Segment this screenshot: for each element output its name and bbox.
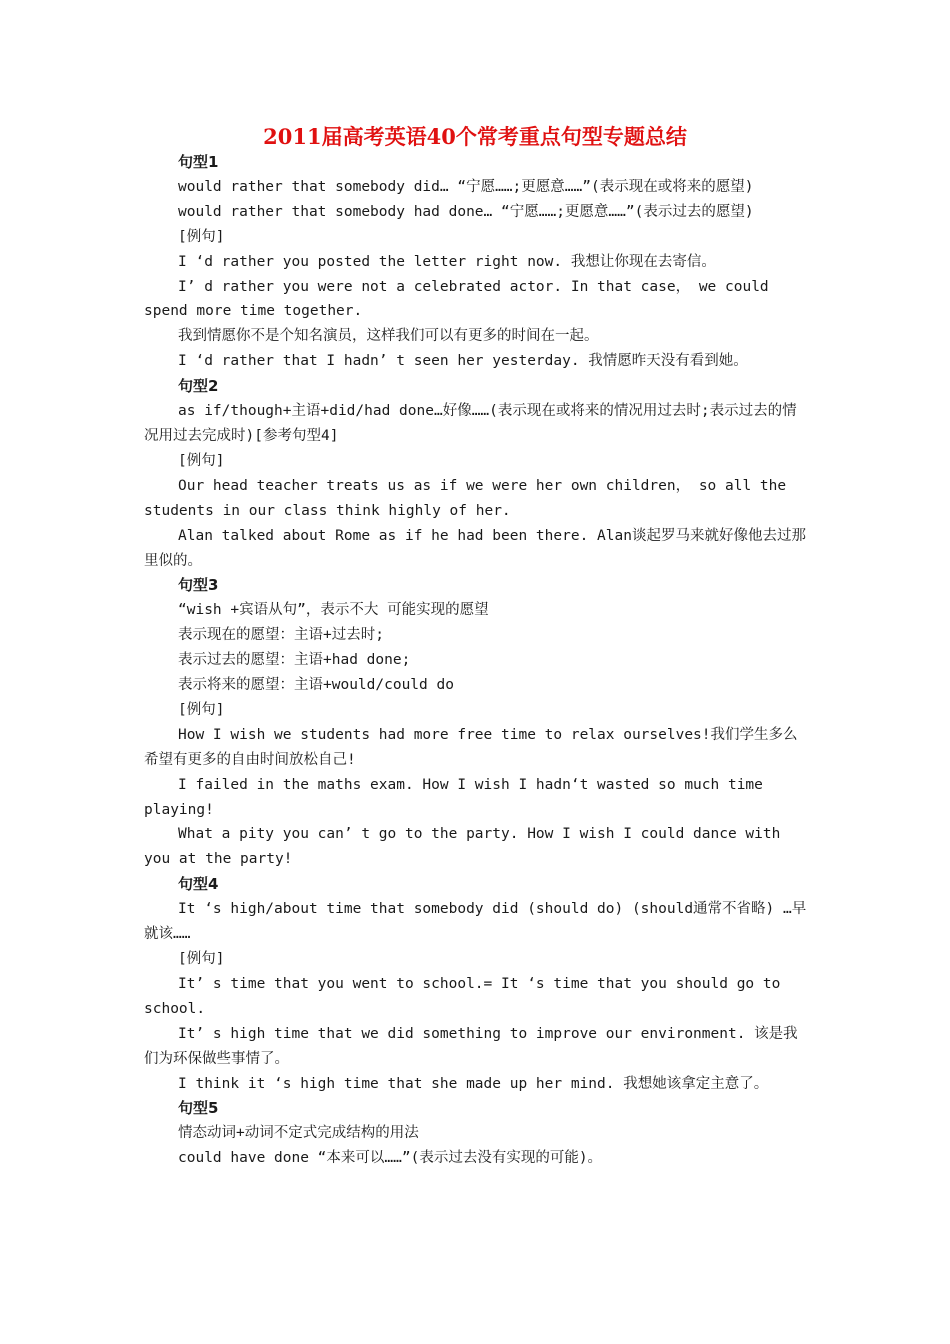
paragraph: Alan talked about Rome as if he had been there. Alan谈起罗马来就好像他去过那里似的。	[144, 527, 806, 569]
paragraph: [例句]	[178, 701, 225, 718]
paragraph: I failed in the maths exam. How I wish I hadn‘t wasted so much time playing!	[144, 776, 763, 818]
document-body	[144, 150, 809, 1171]
paragraph: could have done “本来可以……”(表示过去没有实现的可能)。	[178, 1150, 603, 1167]
paragraph: It’ s time that you went to school.= It ‘s time that you should go to school.	[144, 975, 781, 1017]
paragraph: It’ s high time that we did something to improve our environment. 该是我们为环保做些事情了。	[144, 1025, 798, 1067]
paragraph: [例句]	[178, 452, 225, 469]
paragraph: would rather that somebody did… “宁愿……;更愿意……”(表示现在或将来的愿望)	[178, 178, 754, 195]
paragraph: 表示将来的愿望：主语+would/could do	[178, 677, 454, 694]
paragraph: I think it ‘s high time that she made up her mind. 我想她该拿定主意了。	[178, 1075, 769, 1092]
paragraph: as if/though+主语+did/had done…好像……(表示现在或将来的情况用过去时;表示过去的情况用过去完成时)[参考句型4]	[144, 403, 797, 444]
paragraph: 表示现在的愿望：主语+过去时;	[178, 627, 384, 644]
section-heading: 句型3	[178, 576, 219, 595]
paragraph: 情态动词+动词不定式完成结构的用法	[178, 1125, 419, 1142]
paragraph: 表示过去的愿望：主语+had done;	[178, 652, 411, 669]
paragraph: [例句]	[178, 951, 225, 967]
paragraph: It ‘s high/about time that somebody did (should do) (should通常不省略) …早就该……	[144, 901, 807, 943]
paragraph: would rather that somebody had done… “宁愿……;更愿意……”(表示过去的愿望)	[178, 203, 754, 220]
paragraph: I ‘d rather that I hadn’ t seen her yesterday. 我情愿昨天没有看到她。	[178, 353, 748, 370]
paragraph: I’ d rather you were not a celebrated actor. In that case， we could spend more time together.	[144, 278, 769, 320]
paragraph: How I wish we students had more free time to relax ourselves!我们学生多么希望有更多的自由时间放松自己!	[144, 726, 798, 768]
paragraph: 我到情愿你不是个知名演员，这样我们可以有更多的时间在一起。	[178, 328, 599, 345]
section-heading: 句型1	[178, 153, 219, 171]
page-title: 2011届高考英语40个常考重点句型专题总结	[263, 124, 687, 149]
paragraph: [例句]	[178, 228, 225, 245]
section-heading: 句型4	[178, 875, 219, 894]
paragraph: I ‘d rather you posted the letter right now. 我想让你现在去寄信。	[178, 253, 716, 270]
paragraph: What a pity you can’ t go to the party. How I wish I could dance with you at the party!	[144, 826, 781, 868]
section-heading: 句型2	[178, 377, 219, 396]
paragraph: Our head teacher treats us as if we were her own children， so all the students in our class think highly of her.	[144, 477, 787, 519]
section-heading: 句型5	[178, 1099, 219, 1118]
paragraph: “wish +宾语从句”，表示不大 可能实现的愿望	[178, 602, 489, 619]
